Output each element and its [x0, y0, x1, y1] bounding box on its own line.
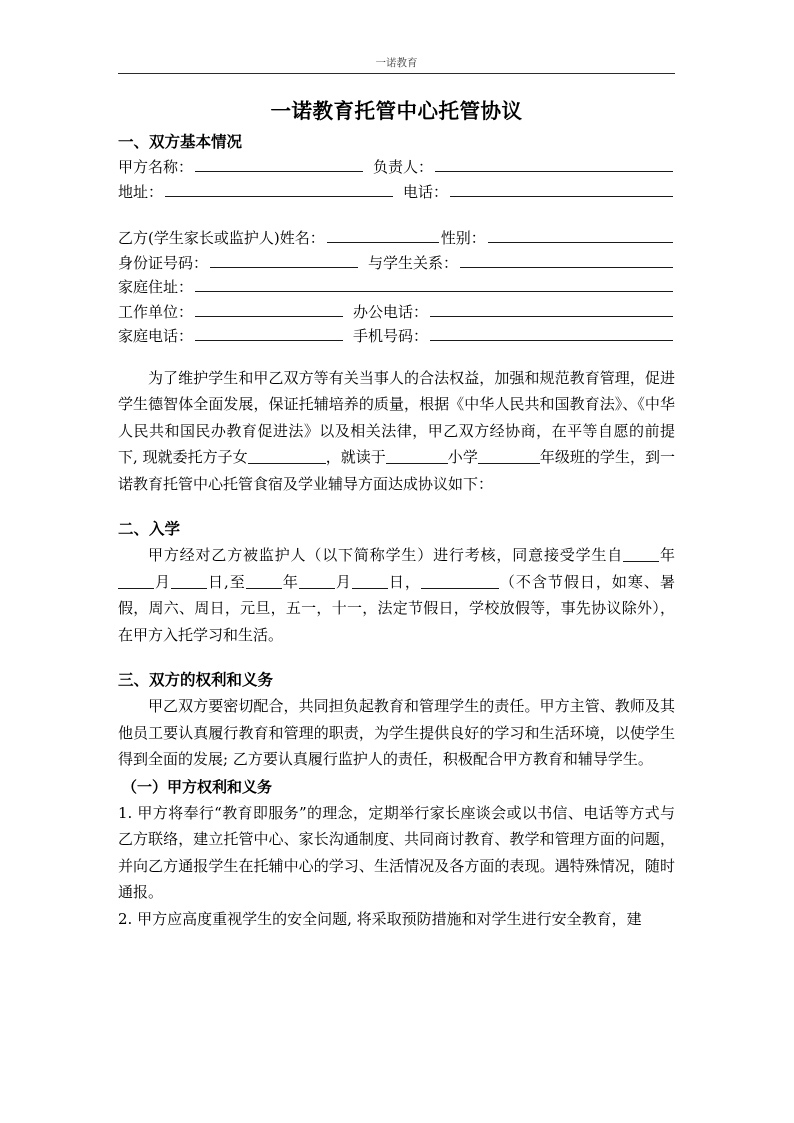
section-two-text-part-1: 甲方经对乙方被监护人（以下简称学生）进行考核，同意接受学生自	[148, 546, 624, 564]
preamble-text-part-3: 小学	[447, 448, 478, 466]
party-b-home-address-input-blank[interactable]	[195, 276, 673, 292]
party-a-phone-input-blank[interactable]	[450, 181, 673, 197]
list-item: 1. 甲方将奉行“教育即服务”的理念，定期举行家长座谈会或以书信、电话等方式与乙方联络，建立托管中心、家长沟通制度、共同商讨教育、教学和管理方面的问题，并向乙方通报学生在托辅中心的学习、生活情况及各方面的表现。遇特殊情况，随时通报。	[118, 803, 675, 901]
section-two-text-part-6: 月	[334, 572, 352, 591]
party-b-home-address-label: 家庭住址：	[118, 278, 194, 296]
form-row-party-a-name	[118, 155, 675, 180]
party-b-relation-input-blank[interactable]	[460, 252, 673, 268]
subsection-heading-party-a-rights: （一）甲方权利和义务	[122, 777, 273, 796]
party-a-principal-label: 负责人：	[373, 158, 434, 176]
section-two-text-part-7: 日，	[387, 572, 421, 591]
form-row-party-a-address	[118, 180, 675, 205]
party-b-home-phone-label: 家庭电话：	[118, 327, 194, 345]
preamble-text-part-1: 为了维护学生和甲乙双方等有关当事人的合法权益，加强和规范教育管理，促进学生德智体全面发展，保证托辅培养的质量，根据《中华人民共和国教育法》、《中华人民共和国民办教育促进法》以及相关法律，甲乙双方经协商，在平等自愿的前提下, 现就委托方子女	[118, 368, 675, 466]
page-header	[118, 56, 675, 74]
party-b-office-phone-input-blank[interactable]	[430, 301, 673, 317]
document-body	[118, 90, 675, 932]
party-b-name-input-blank[interactable]	[327, 227, 439, 243]
preamble-paragraph	[118, 365, 675, 498]
party-b-mobile-label: 手机号码：	[353, 327, 429, 345]
section-two-text-part-4: 日,至	[207, 572, 246, 591]
party-a-name-label: 甲方名称：	[118, 158, 194, 176]
party-b-id-label: 身份证号码：	[118, 253, 209, 272]
form-row-party-b-home-address	[118, 275, 675, 300]
start-month-blank[interactable]	[118, 574, 154, 589]
form-row-party-b-name	[118, 226, 675, 251]
form-row-party-b-home-phone	[118, 324, 675, 349]
party-b-office-phone-label: 办公电话：	[353, 302, 429, 321]
section-two-text-part-2: 年	[659, 546, 675, 564]
end-year-blank[interactable]	[246, 574, 282, 589]
preamble-child-name-blank[interactable]	[248, 449, 326, 464]
running-header-title: 一诺教育	[375, 57, 418, 69]
section-heading-one: 一、双方基本情况	[118, 132, 243, 151]
form-section-spacer	[118, 204, 675, 226]
section-heading-two: 二、入学	[118, 519, 181, 538]
section-two-text-part-8: （不含节假日，如寒、暑假，周六、周日，元旦，五一，十一，法定节假日，学校放假等，事先协议除外），在甲方入托学习和生活。	[118, 572, 675, 644]
preamble-text-part-4: 年级班的学生，到一诺教育托管中心托管食宿及学业辅导方面达成协议如下：	[118, 448, 675, 493]
section-two-paragraph	[118, 542, 675, 648]
preamble-school-blank[interactable]	[386, 449, 448, 464]
party-a-address-label: 地址：	[118, 182, 164, 201]
section-two-text-part-3: 月	[154, 572, 172, 591]
preamble-block	[118, 365, 675, 498]
party-a-address-input-blank[interactable]	[165, 181, 393, 197]
start-day-blank[interactable]	[171, 574, 207, 589]
party-b-work-unit-input-blank[interactable]	[195, 301, 343, 317]
party-b-work-unit-label: 工作单位：	[118, 302, 194, 321]
section-two-extra-blank[interactable]	[421, 574, 499, 589]
party-b-gender-label: 性别：	[440, 229, 486, 247]
preamble-grade-blank[interactable]	[478, 449, 540, 464]
party-b-id-input-blank[interactable]	[210, 252, 358, 268]
form-row-party-b-work-unit	[118, 300, 675, 325]
end-month-blank[interactable]	[299, 574, 335, 589]
document-title: 一诺教育托管中心托管协议	[270, 99, 523, 123]
section-three-intro-paragraph: 甲乙双方要密切配合，共同担负起教育和管理学生的责任。甲方主管、教师及其他员工要认真履行教育和管理的职责，为学生提供良好的学习和生活环境，以使学生得到全面的发展; 乙方要认真履行监护人的责任，积极配合甲方教育和辅导学生。	[118, 697, 675, 768]
form-row-party-b-id	[118, 251, 675, 276]
section-heading-three: 三、双方的权利和义务	[118, 670, 274, 689]
header-divider-rule	[118, 73, 675, 74]
end-day-blank[interactable]	[352, 574, 388, 589]
start-year-blank[interactable]	[623, 547, 659, 562]
preamble-text-part-2: ，就读于	[325, 448, 386, 466]
party-a-phone-label: 电话：	[403, 182, 449, 201]
party-a-principal-input-blank[interactable]	[435, 156, 673, 172]
party-b-gender-input-blank[interactable]	[488, 227, 673, 243]
list-item: 2. 甲方应高度重视学生的安全问题, 将采取预防措施和对学生进行安全教育，建	[118, 909, 642, 928]
section-two-text-part-5: 年	[281, 572, 299, 591]
party-b-relation-label: 与学生关系：	[368, 253, 459, 272]
party-b-name-label: 乙方(学生家长或监护人)姓名：	[118, 229, 325, 247]
party-a-name-input-blank[interactable]	[195, 156, 363, 172]
party-b-mobile-input-blank[interactable]	[430, 325, 673, 341]
party-b-home-phone-input-blank[interactable]	[195, 325, 343, 341]
